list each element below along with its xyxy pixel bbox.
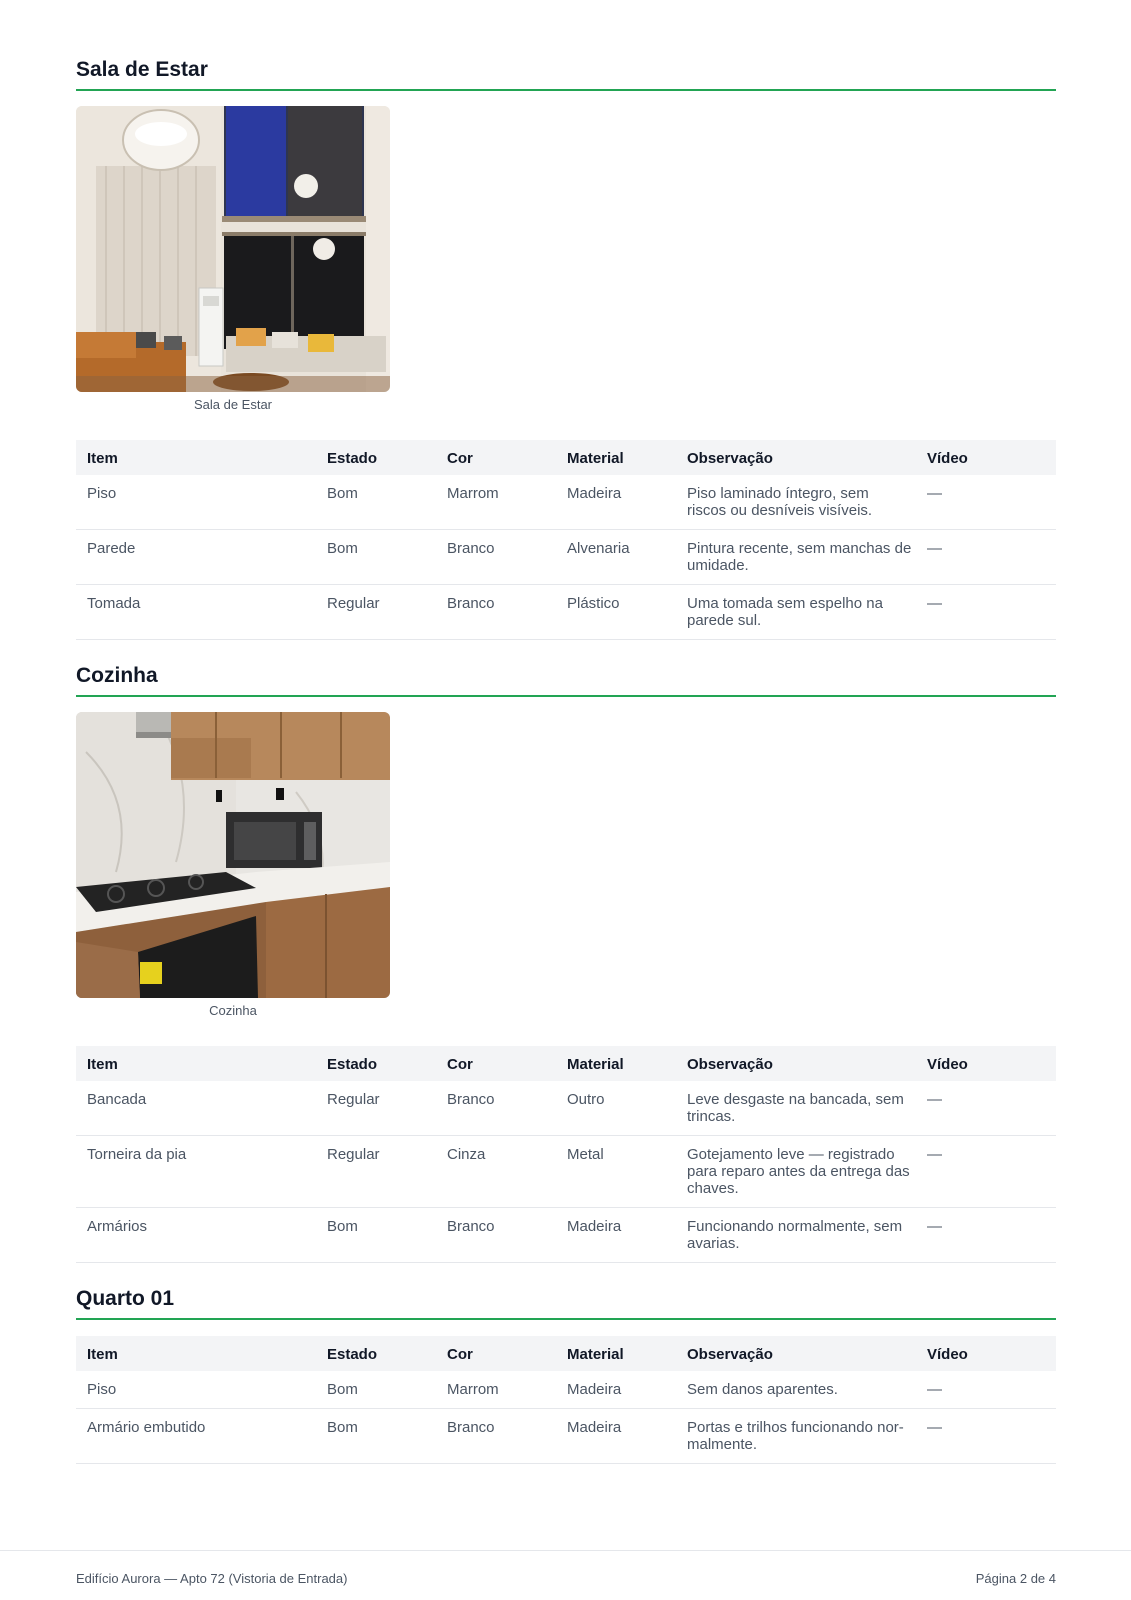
cell-cor: Marrom (436, 1371, 556, 1409)
kitchen-photo[interactable] (76, 712, 390, 998)
table-row (76, 1136, 1056, 1208)
cell-video: — (916, 1371, 1056, 1409)
cell-video: — (916, 1136, 1056, 1208)
photo-figure (76, 106, 390, 412)
living-room-photo[interactable] (76, 106, 390, 392)
footer-page-number: Página 2 de 4 (975, 1571, 1056, 1586)
column-header-observacao: Observação (676, 1046, 916, 1081)
cell-item: Tomada (76, 585, 316, 640)
cell-material: Outro (556, 1081, 676, 1136)
cell-cor: Branco (436, 530, 556, 585)
column-header-cor: Cor (436, 1046, 556, 1081)
photo-figure (76, 712, 390, 1018)
cell-estado: Bom (316, 1208, 436, 1263)
table-row (76, 585, 1056, 640)
cell-observacao: Uma tomada sem espelho na parede sul. (676, 585, 916, 640)
column-header-item: Item (76, 440, 316, 475)
column-header-video: Vídeo (916, 440, 1056, 475)
footer-document-title: Edifício Aurora — Apto 72 (Vistoria de Entrada) (76, 1571, 348, 1586)
cell-video: — (916, 530, 1056, 585)
column-header-item: Item (76, 1046, 316, 1081)
cell-estado: Regular (316, 1136, 436, 1208)
cell-cor: Branco (436, 1081, 556, 1136)
cell-observacao: Portas e trilhos funcionando normalmente. (676, 1409, 916, 1464)
inspection-table-wrap (76, 440, 1056, 640)
cell-cor: Marrom (436, 475, 556, 530)
cell-video: — (916, 1081, 1056, 1136)
kitchen-image (76, 712, 390, 998)
inspection-table-wrap (76, 1046, 1056, 1263)
cell-observacao: Gotejamento leve — registrado para reparo antes da entrega das chaves. (676, 1136, 916, 1208)
cell-material: Madeira (556, 475, 676, 530)
cell-item: Armários (76, 1208, 316, 1263)
cell-material: Plástico (556, 585, 676, 640)
cell-item: Piso (76, 475, 316, 530)
table-row (76, 530, 1056, 585)
cell-material: Metal (556, 1136, 676, 1208)
living-room-image (76, 106, 390, 392)
cell-observacao: Sem danos aparentes. (676, 1371, 916, 1409)
column-header-cor: Cor (436, 1336, 556, 1371)
cell-cor: Branco (436, 585, 556, 640)
page-footer (76, 1571, 1056, 1586)
cell-estado: Bom (316, 1371, 436, 1409)
cell-item: Armário embutido (76, 1409, 316, 1464)
cell-estado: Regular (316, 585, 436, 640)
cell-cor: Branco (436, 1208, 556, 1263)
cell-observacao: Leve desgaste na bancada, sem trincas. (676, 1081, 916, 1136)
cell-observacao: Funcionando normalmente, sem avarias. (676, 1208, 916, 1263)
section-sala-de-estar (76, 58, 1056, 640)
cell-observacao: Pintura recente, sem manchas de umidade. (676, 530, 916, 585)
column-header-observacao: Observação (676, 1336, 916, 1371)
cell-item: Parede (76, 530, 316, 585)
cell-cor: Cinza (436, 1136, 556, 1208)
section-quarto-01 (76, 1287, 1056, 1464)
cell-item: Piso (76, 1371, 316, 1409)
section-title: Quarto 01 (76, 1287, 1056, 1320)
table-header-row (76, 440, 1056, 475)
cell-material: Madeira (556, 1371, 676, 1409)
column-header-item: Item (76, 1336, 316, 1371)
cell-video: — (916, 475, 1056, 530)
table-row (76, 1409, 1056, 1464)
report-page (76, 58, 1056, 1464)
cell-material: Madeira (556, 1208, 676, 1263)
column-header-material: Material (556, 1046, 676, 1081)
inspection-table (76, 1046, 1056, 1263)
photo-caption: Cozinha (209, 1003, 257, 1019)
cell-item: Bancada (76, 1081, 316, 1136)
table-header-row (76, 1336, 1056, 1371)
inspection-table (76, 1336, 1056, 1464)
cell-estado: Bom (316, 1409, 436, 1464)
cell-video: — (916, 585, 1056, 640)
column-header-observacao: Observação (676, 440, 916, 475)
cell-item: Torneira da pia (76, 1136, 316, 1208)
table-row (76, 475, 1056, 530)
cell-estado: Bom (316, 475, 436, 530)
cell-estado: Bom (316, 530, 436, 585)
section-title: Cozinha (76, 664, 1056, 697)
inspection-table (76, 440, 1056, 640)
footer-divider (0, 1550, 1131, 1551)
cell-material: Madeira (556, 1409, 676, 1464)
column-header-video: Vídeo (916, 1046, 1056, 1081)
table-row (76, 1208, 1056, 1263)
table-row (76, 1081, 1056, 1136)
section-title: Sala de Estar (76, 58, 1056, 91)
table-header-row (76, 1046, 1056, 1081)
column-header-estado: Estado (316, 440, 436, 475)
column-header-material: Material (556, 1336, 676, 1371)
cell-cor: Branco (436, 1409, 556, 1464)
section-cozinha (76, 664, 1056, 1263)
column-header-video: Vídeo (916, 1336, 1056, 1371)
column-header-estado: Estado (316, 1046, 436, 1081)
column-header-material: Material (556, 440, 676, 475)
inspection-table-wrap (76, 1336, 1056, 1464)
table-row (76, 1371, 1056, 1409)
column-header-estado: Estado (316, 1336, 436, 1371)
photo-caption: Sala de Estar (193, 397, 273, 413)
cell-estado: Regular (316, 1081, 436, 1136)
cell-material: Alvenaria (556, 530, 676, 585)
cell-video: — (916, 1409, 1056, 1464)
cell-observacao: Piso laminado íntegro, sem riscos ou desníveis visíveis. (676, 475, 916, 530)
cell-video: — (916, 1208, 1056, 1263)
column-header-cor: Cor (436, 440, 556, 475)
